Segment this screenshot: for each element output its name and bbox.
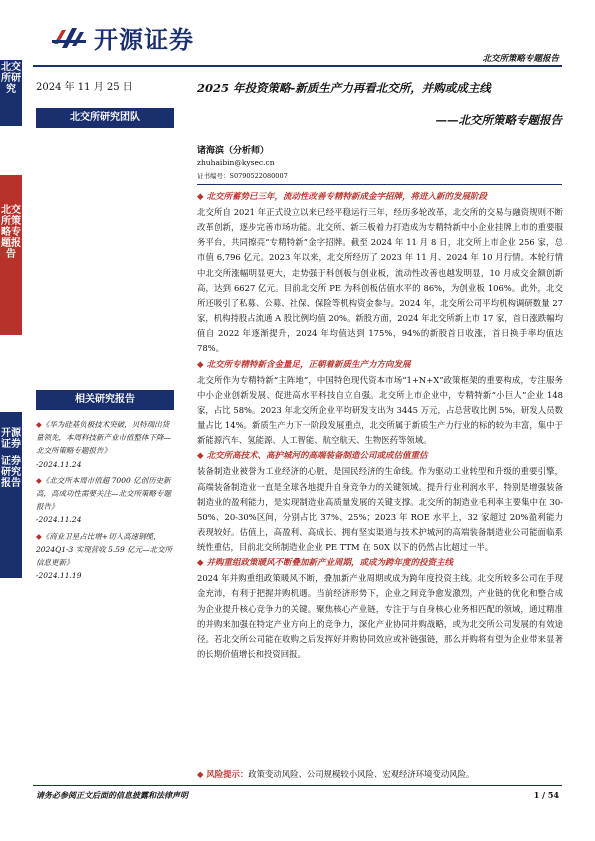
author-divider: [197, 184, 562, 185]
report-body: [197, 189, 563, 662]
page-number: 1 / 54: [533, 790, 559, 800]
diamond-bullet-icon: ◆: [197, 558, 207, 569]
related-report-text: 《商业卫星占比增+切入高速钢缆，2024Q1-3 实现营收 5.59 亿元—北交所信息更新》: [36, 531, 173, 568]
side-block-brand: [0, 412, 22, 578]
report-title: 2025 年投资策略-新质生产力再看北交所，并购或成主线: [197, 81, 491, 95]
related-reports-title: 相关研究报告: [36, 390, 174, 410]
diamond-bullet-icon: ◆: [36, 531, 42, 541]
diamond-bullet-icon: ◆: [197, 192, 207, 202]
brand-logo: [52, 18, 242, 54]
section-paragraph: 2024 年并购重组政策暖风不断，叠加新产业周期或成为跨年度投资主线。北交所较多公司在手现金充沛，有利于把握并购机遇。当前经济形势下，企业之间竞争愈发激烈，产业链的优化和整合成为企业提升核心竞争力的关键。聚焦核心产业链，专注于与自身核心业务相匹配的领域，通过精准的并购来加强在特定产业方向上的竞争力，深化产业协同并购战略，或为北交所公司发展的有效途径。若北交所公司能在收购之后发挥好并购协同效应或补链强链，那么并购将有望为企业带来显著的长期价值增长和投资回报。: [197, 573, 563, 660]
section-paragraph: 北交所作为专精特新“主阵地”，中国特色现代资本市场“1+N+X”政策框架的重要构成，专注服务中小企业创新发展、促进高水平科技自立自强。北交所上市企业中，专精特新“小巨人”企业 148 家，占比 58%。2023 年北交所企业平均研发支出为 3445 万元，占总营收比例 5%，研发人员数量占比 14%。新质生产力下一阶段发展重点，北交所属于新质生产力行业的标的较为丰富，集中于新能源汽车、氢能源、人工智能、航空航天、生物医药等领域。: [197, 374, 563, 446]
analyst-name: 诸海滨（分析师）: [197, 146, 270, 156]
side-label-research: 北交所研究: [1, 62, 21, 95]
header-divider: [33, 65, 562, 67]
diamond-bullet-icon: ◆: [197, 769, 207, 779]
section-paragraph: 装备制造业被誉为工业经济的心脏，是国民经济的生命线。作为驱动工业转型和升级的重要引擎，高端装备制造业一直是全球各地提升自身竞争力的关键领域。提升行业利润水平，特别是增强装备制造业的盈利能力，是实现制造业高质量发展的关键支撑。北交所的制造业毛利率主要集中在 30-50%、20-30%区间，分别占比 37%、25%；2023 年 ROE 水平上，32 家超过 20%盈利能力表现较好。估值上，高盈利、高成长、拥有坚实渠道与技术护城河的高端装备制造业公司能面临系统性重估，目前北交所制造业企业 PE TTM 在 50X 以下的仍然占比超过一半。: [197, 466, 563, 553]
section-heading-text: 并购重组政策暖风不断叠加新产业周期，或成为跨年度的投资主线: [206, 558, 454, 569]
section-heading: [197, 556, 563, 571]
related-report-date: -2024.11.19: [36, 571, 82, 581]
side-label-report: 北交所策略专题报告: [1, 205, 21, 260]
footer-divider: [33, 785, 562, 786]
related-report-item[interactable]: [36, 474, 176, 527]
related-report-text: 《华为硅基负极技术突破，贝特瑞出货量领先，本周科技新产业市值整体下降—北交所策略专题报告》: [36, 420, 171, 456]
diamond-bullet-icon: ◆: [197, 451, 207, 462]
section-heading-text: 北交所专精特新含金量足，正朝着新质生产力方向发展: [206, 359, 411, 370]
side-block-report: [0, 175, 22, 335]
related-report-item[interactable]: [36, 418, 176, 471]
diamond-bullet-icon: ◆: [36, 475, 42, 485]
related-report-date: -2024.11.24: [36, 515, 82, 525]
brand-name: 开源证券: [94, 26, 194, 54]
report-date: 2024 年 11 月 25 日: [36, 82, 133, 93]
header-report-type: 北交所策略专题报告: [482, 54, 559, 64]
diamond-bullet-icon: ◆: [197, 359, 207, 370]
risk-warning: [197, 768, 563, 780]
analyst-certificate: 证书编号：S0790522080007: [197, 172, 288, 180]
logo-mark-icon: [52, 20, 86, 52]
section-heading-text: 北交所高技术、高护城河的高端装备制造公司或成估值重估: [206, 451, 428, 462]
report-subtitle: ——北交所策略专题报告: [435, 113, 562, 127]
footer-disclaimer: 请务必参阅正文后面的信息披露和法律声明: [36, 790, 188, 800]
side-label-brand: 开源证券: [1, 428, 21, 450]
risk-label: 风险提示：: [206, 769, 249, 779]
side-strip: [0, 0, 22, 841]
side-label-sec: 证券研究报告: [1, 456, 21, 489]
section-heading-text: 北交所蓄势已三年，流动性改善专精特新成金字招牌，将进入新的发展阶段: [206, 192, 488, 202]
section-paragraph: 北交所自 2021 年正式设立以来已经平稳运行三年，经历多轮改革，北交所的交易与融资规则不断改革创新，逐步完善市场功能。北交所、新三板着力打造成为专精特新中小企业挂牌上市的重要服务平台，共同擦亮“专精特新”金字招牌。截至 2024 年 11 月 8 日，北交所上市企业 256 家，总市值 6,796 亿元。2023 年以来，北交所经历了 2023 年 11 月、2024 年 10 月行情。本轮行情中北交所涨幅明显更大，走势强于科创板与创业板，流动性改善也越发明显，10 月成交金额创新高，达到 6627 亿元。目前北交所 PE 为科创板估值水平的 86%，为创业板 106%。此外，北交所还吸引了私募、公募、社保、保险等机构资金参与。2024 年，北交所公司平均机构调研数量 27 家，机构持股占流通 A 股比例均值 20%。新股方面，2024 年北交所新上市 17 家，首日涨跌幅均值自 2022 年逐渐提升，2024 年均值达到 175%，94%的新股首日收涨，首日换手率均值达 78%。: [197, 207, 563, 354]
section-heading: [197, 449, 563, 464]
related-report-item[interactable]: [36, 530, 176, 583]
risk-text: 政策变动风险、公司规模较小风险、宏观经济环境变动风险。: [248, 769, 475, 779]
analyst-email[interactable]: zhuhaibin@kysec.cn: [197, 158, 275, 167]
side-block-research: [0, 60, 22, 126]
section-heading: [197, 190, 563, 205]
team-badge: 北交所研究团队: [36, 108, 174, 128]
diamond-bullet-icon: ◆: [36, 420, 42, 429]
section-heading: [197, 358, 563, 373]
related-report-text: 《北交所本周市值超 7000 亿创历史新高，高成功性需要关注—北交所策略专题报告》: [36, 475, 171, 512]
related-report-date: -2024.11.24: [36, 459, 82, 469]
related-reports-list: [36, 418, 176, 585]
